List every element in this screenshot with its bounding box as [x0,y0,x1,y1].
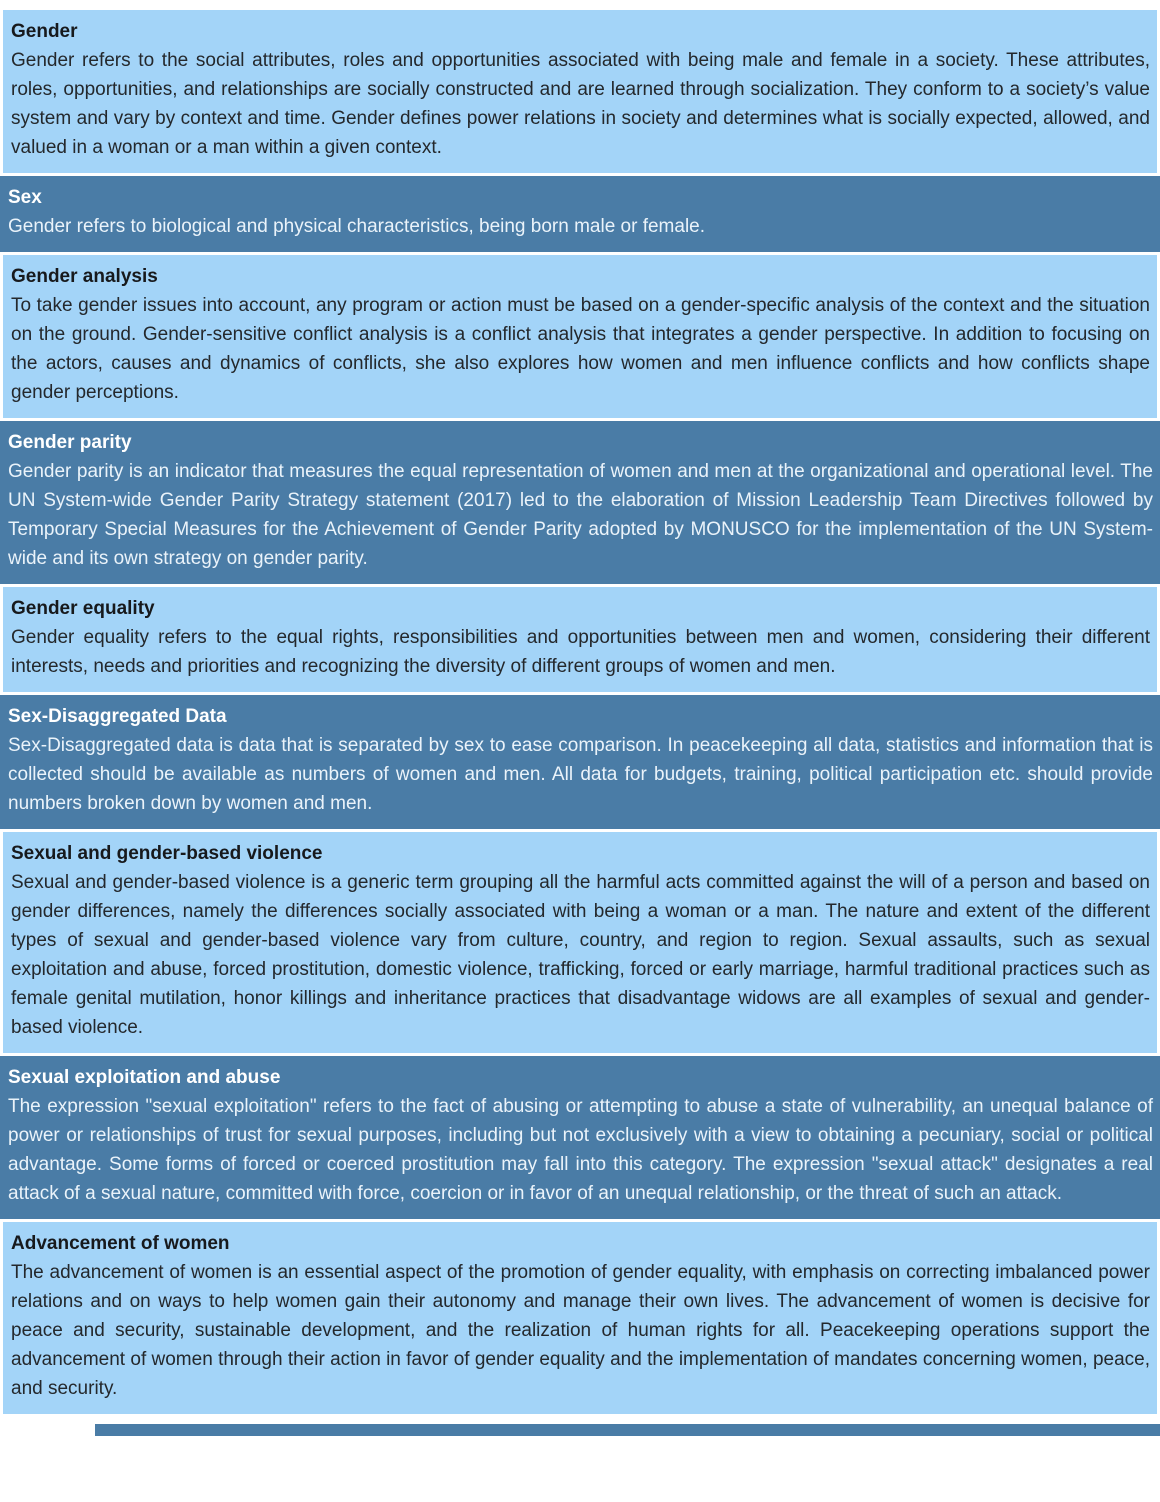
definition-row-gender-parity [0,421,1160,584]
definition-row-gender-analysis [3,255,1157,418]
term-definition: Gender refers to biological and physical characteristics, being born male or female. [8,216,706,237]
term-heading: Sex-Disaggregated Data [8,706,227,727]
term-definition: Sexual and gender-based violence is a generic term grouping all the harmful acts committed against the will of a person and based on gender differences, namely the differences socially associated with being a woman or a man. The nature and extent of the different types of sexual and gender-based violence vary from culture, country, and region to region. Sexual assaults, such as sexual exploitation and abuse, forced prostitution, domestic violence, trafficking, forced or early marriage, harmful traditional practices such as female genital mutilation, honor killings and inheritance practices that disadvantage widows are all examples of sexual and gender-based violence. [11,872,1150,1038]
definition-row-gender-equality [3,587,1157,692]
definition-row-sexual-exploitation-and-abuse [0,1056,1160,1219]
term-definition: The advancement of women is an essential aspect of the promotion of gender equality, with emphasis on correcting imbalanced power relations and on ways to help women gain their autonomy and manage their own lives. The advancement of women is decisive for peace and security, sustainable development, and the realization of human rights for all. Peacekeeping operations support the advancement of women through their action in favor of gender equality and the implementation of mandates concerning women, peace, and security. [11,1262,1150,1399]
term-definition: Gender refers to the social attributes, roles and opportunities associated with being male and female in a society. These attributes, roles, opportunities, and relationships are socially constructed and are learned through socialization. They conform to a society’s value system and vary by context and time. Gender defines power relations in society and determines what is socially expected, allowed, and valued in a woman or a man within a given context. [11,50,1150,158]
term-heading: Gender parity [8,432,132,453]
next-section-partial-band [95,1424,1160,1436]
term-heading: Gender [11,21,78,42]
term-heading: Gender analysis [11,266,158,287]
term-heading: Sexual exploitation and abuse [8,1067,281,1088]
definition-row-sexual-and-gender-based-violence [3,832,1157,1053]
term-definition: To take gender issues into account, any program or action must be based on a gender-specific analysis of the context and the situation on the ground. Gender-sensitive conflict analysis is a conflict analysis that integrates a gender perspective. In addition to focusing on the actors, causes and dynamics of conflicts, she also explores how women and men influence conflicts and how conflicts shape gender perceptions. [11,295,1150,403]
term-definition: Sex-Disaggregated data is data that is separated by sex to ease comparison. In peacekeeping all data, statistics and information that is collected should be available as numbers of women and men. All data for budgets, training, political participation etc. should provide numbers broken down by women and men. [8,735,1153,814]
term-heading: Gender equality [11,598,155,619]
definition-row-sex [0,176,1160,252]
term-heading: Advancement of women [11,1233,230,1254]
term-definition: Gender equality refers to the equal rights, responsibilities and opportunities between men and women, considering their different interests, needs and priorities and recognizing the diversity of different groups of women and men. [11,627,1150,677]
term-heading: Sex [8,187,42,208]
definition-row-gender [3,10,1157,173]
term-definition: The expression "sexual exploitation" refers to the fact of abusing or attempting to abuse a state of vulnerability, an unequal balance of power or relationships of trust for sexual purposes, including but not exclusively with a view to obtaining a pecuniary, social or political advantage. Some forms of forced or coerced prostitution may fall into this category. The expression "sexual attack" designates a real attack of a sexual nature, committed with force, coercion or in favor of an unequal relationship, or the threat of such an attack. [8,1096,1153,1204]
definition-row-sex-disaggregated-data [0,695,1160,829]
term-heading: Sexual and gender-based violence [11,843,323,864]
definition-row-advancement-of-women [3,1222,1157,1414]
term-definition: Gender parity is an indicator that measures the equal representation of women and men at the organizational and operational level. The UN System-wide Gender Parity Strategy statement (2017) led to the elaboration of Mission Leadership Team Directives followed by Temporary Special Measures for the Achievement of Gender Parity adopted by MONUSCO for the implementation of the UN System-wide and its own strategy on gender parity. [8,461,1153,569]
